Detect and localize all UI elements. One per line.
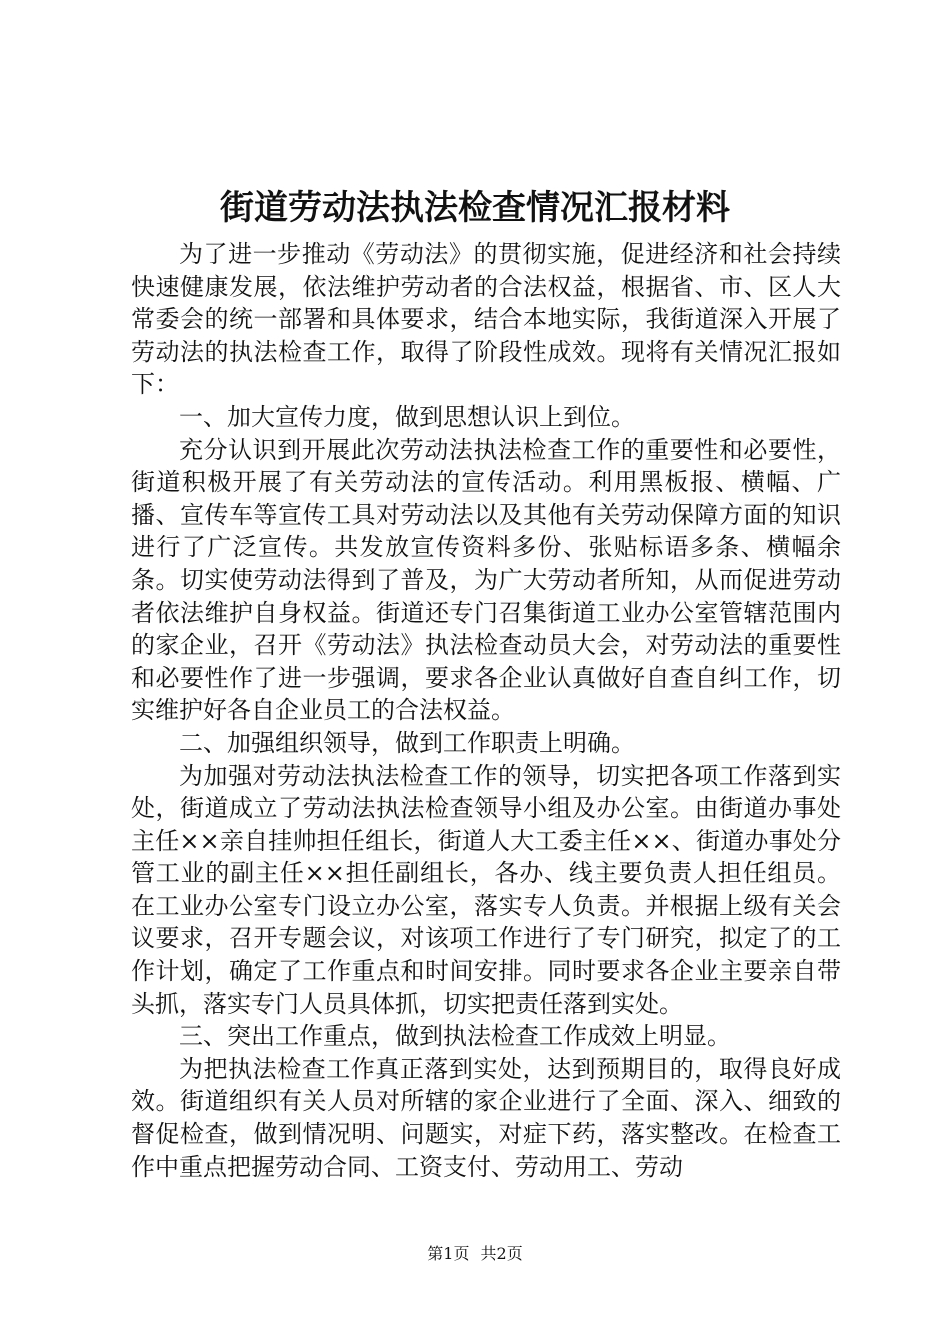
section-heading-1: 一、加大宣传力度，做到思想认识上到位。 (179, 402, 635, 431)
page-number: 第1页 (427, 1244, 470, 1263)
paragraph-section-2: 为加强对劳动法执法检查工作的领导，切实把各项工作落到实处，街道成立了劳动法执法检查领导小组及办公室。由街道办事处主任××亲自挂帅担任组长，街道人大工委主任××、街道办事处分管工业的副主任××担任副组长，各办、线主要负责人担任组员。在工业办公室专门设立办公室，落实专人负责。并根据上级有关会议要求，召开专题会议，对该项工作进行了专门研究，拟定了的工作计划，确定了工作重点和时间安排。同时要求各企业主要亲自带头抓，落实专门人员具体抓，切实把责任落到实处。 (131, 761, 841, 1018)
page-total: 共2页 (480, 1244, 523, 1263)
section-heading-3: 三、突出工作重点，做到执法检查工作成效上明显。 (179, 1022, 731, 1051)
paragraph-intro: 为了进一步推动《劳动法》的贯彻实施，促进经济和社会持续快速健康发展，依法维护劳动者的合法权益，根据省、市、区人大常委会的统一部署和具体要求，结合本地实际，我街道深入开展了劳动法的执法检查工作，取得了阶段性成效。现将有关情况汇报如下： (131, 240, 841, 399)
document-title: 街道劳动法执法检查情况汇报材料 (220, 188, 730, 228)
document-body (131, 238, 841, 1183)
paragraph-section-3: 为把执法检查工作真正落到实处，达到预期目的，取得良好成效。街道组织有关人员对所辖的家企业进行了全面、深入、细致的督促检查，做到情况明、问题实，对症下药，落实整改。在检查工作中重点把握劳动合同、工资支付、劳动用工、劳动 (131, 1054, 841, 1181)
section-heading-2: 二、加强组织领导，做到工作职责上明确。 (179, 728, 635, 757)
page-footer (0, 1244, 950, 1264)
paragraph-section-1: 充分认识到开展此次劳动法执法检查工作的重要性和必要性，街道积极开展了有关劳动法的宣传活动。利用黑板报、横幅、广播、宣传车等宣传工具对劳动法以及其他有关劳动保障方面的知识进行了广泛宣传。共发放宣传资料多份、张贴标语多条、横幅余条。切实使劳动法得到了普及，为广大劳动者所知，从而促进劳动者依法维护自身权益。街道还专门召集街道工业办公室管辖范围内的家企业，召开《劳动法》执法检查动员大会，对劳动法的重要性和必要性作了进一步强调，要求各企业认真做好自查自纠工作，切实维护好各自企业员工的合法权益。 (131, 435, 841, 725)
